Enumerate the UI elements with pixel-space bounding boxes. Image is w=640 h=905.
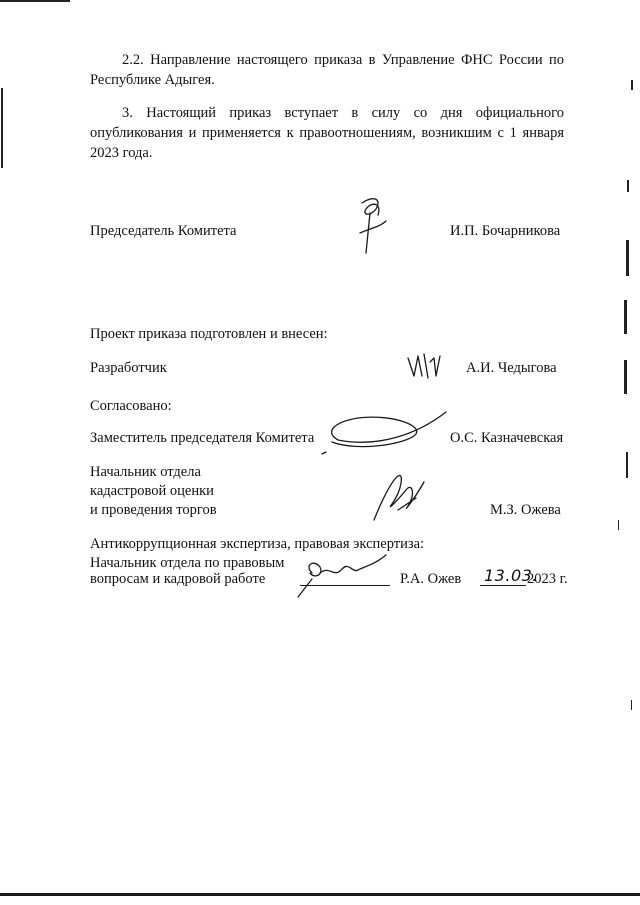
date-year: 2023 г. xyxy=(527,571,568,587)
scan-mark-right-1 xyxy=(627,180,629,192)
scan-mark-right-top xyxy=(631,80,633,90)
head-role-line1: Начальник отдела xyxy=(90,464,201,480)
scan-mark-right-7 xyxy=(631,700,632,710)
paragraph-3: 3. Настоящий приказ вступает в силу со дня официального опубликования и применяется к правоотношениям, возникшим с 1 января 2023 года. xyxy=(90,105,564,161)
handwritten-date: 13.03. xyxy=(484,566,538,585)
scan-mark-right-3 xyxy=(624,300,627,334)
deputy-role: Заместитель председателя Комитета xyxy=(90,430,315,446)
head-role-line2: кадастровой оценки xyxy=(90,483,214,499)
legal-role-line1: Начальник отдела по правовым xyxy=(90,555,285,571)
head-name: М.З. Ожева xyxy=(490,502,561,518)
developer-name: А.И. Чедыгова xyxy=(466,360,557,376)
paragraph-2-2: 2.2. Направление настоящего приказа в Управление ФНС России по Республике Адыгея. xyxy=(90,52,564,88)
head-signature xyxy=(368,470,432,528)
scan-edge-left xyxy=(1,88,3,168)
deputy-name: О.С. Казначевская xyxy=(450,430,564,446)
scan-mark-right-6 xyxy=(618,520,619,530)
scan-mark-right-4 xyxy=(624,360,627,394)
project-heading: Проект приказа подготовлен и внесен: xyxy=(90,326,328,342)
head-role-line3: и проведения торгов xyxy=(90,502,217,518)
expertise-label: Антикоррупционная экспертиза, правовая экспертиза: xyxy=(90,536,425,552)
legal-name: Р.А. Ожев xyxy=(400,571,462,587)
developer-role: Разработчик xyxy=(90,360,167,376)
chairman-signature xyxy=(352,193,392,259)
chairman-role: Председатель Комитета xyxy=(90,223,237,239)
scan-mark-right-5 xyxy=(626,452,628,478)
scan-mark-right-2 xyxy=(626,240,629,276)
scan-edge-top xyxy=(0,0,70,2)
deputy-signature xyxy=(318,404,458,456)
legal-role-line2: вопросам и кадровой работе xyxy=(90,571,266,587)
agreed-label: Согласовано: xyxy=(90,398,172,414)
date-underline xyxy=(480,585,526,586)
legal-signature xyxy=(290,545,390,601)
developer-signature xyxy=(404,348,444,384)
scan-edge-bottom xyxy=(0,893,640,896)
chairman-name: И.П. Бочарникова xyxy=(450,223,561,239)
